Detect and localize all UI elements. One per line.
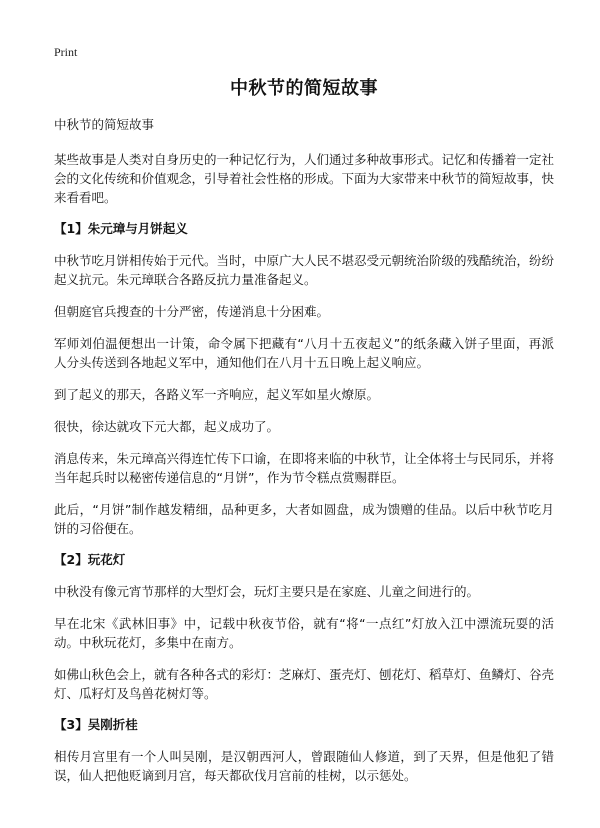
print-link[interactable]: Print xyxy=(54,45,78,59)
paragraph: 消息传来，朱元璋高兴得连忙传下口谕，在即将来临的中秋节，让全体将士与民同乐，并将当年起兵时以秘密传递信息的“月饼”，作为节令糕点赏赐群臣。 xyxy=(54,451,555,485)
paragraph: 相传月宫里有一个人叫吴刚，是汉朝西河人，曾跟随仙人修道，到了天界，但是他犯了错误，仙人把他贬谪到月宫，每天都砍伐月宫前的桂树，以示惩处。 xyxy=(54,749,554,783)
intro-paragraph: 某些故事是人类对自身历史的一种记忆行为，人们通过多种故事形式。记忆和传播着一定社会的文化传统和价值观念，引导着社会性格的形成。下面为大家带来中秋节的简短故事，快来看看吧。 xyxy=(54,152,555,205)
paragraph: 很快，徐达就攻下元大都，起义成功了。 xyxy=(54,419,280,434)
section-heading-wu-gang: 【3】吴刚折桂 xyxy=(54,717,138,732)
document-page xyxy=(54,44,554,785)
paragraph: 到了起义的那天，各路义军一齐响应，起义军如星火燎原。 xyxy=(54,387,380,402)
paragraph: 中秋节吃月饼相传始于元代。当时，中原广大人民不堪忍受元朝统治阶级的残酷统治，纷纷起义抗元。朱元璋联合各路反抗力量准备起义。 xyxy=(54,253,555,287)
paragraph: 军师刘伯温便想出一计策，命令属下把藏有“八月十五夜起义”的纸条藏入饼子里面，再派人分头传送到各地起义军中，通知他们在八月十五日晚上起义响应。 xyxy=(54,336,554,370)
paragraph: 但朝庭官兵搜查的十分严密，传递消息十分困难。 xyxy=(54,304,330,319)
paragraph: 此后，“月饼”制作越发精细，品种更多，大者如圆盘，成为馈赠的佳品。以后中秋节吃月饼的习俗便在。 xyxy=(54,502,554,536)
paragraph: 如佛山秋色会上，就有各种各式的彩灯：芝麻灯、蛋壳灯、刨花灯、稻草灯、鱼鳞灯、谷壳灯、瓜籽灯及鸟兽花树灯等。 xyxy=(54,667,555,701)
paragraph: 早在北宋《武林旧事》中，记载中秋夜节俗，就有“将“一点红”灯放入江中漂流玩耍的活动。中秋玩花灯，多集中在南方。 xyxy=(54,616,554,650)
section-heading-lanterns: 【2】玩花灯 xyxy=(54,552,126,567)
article-subtitle: 中秋节的简短故事 xyxy=(54,117,155,132)
section-heading-mooncake-uprising: 【1】朱元璋与月饼起义 xyxy=(54,221,188,236)
paragraph: 中秋没有像元宵节那样的大型灯会，玩灯主要只是在家庭、儿童之间进行的。 xyxy=(54,584,480,599)
page-title: 中秋节的简短故事 xyxy=(230,78,378,99)
